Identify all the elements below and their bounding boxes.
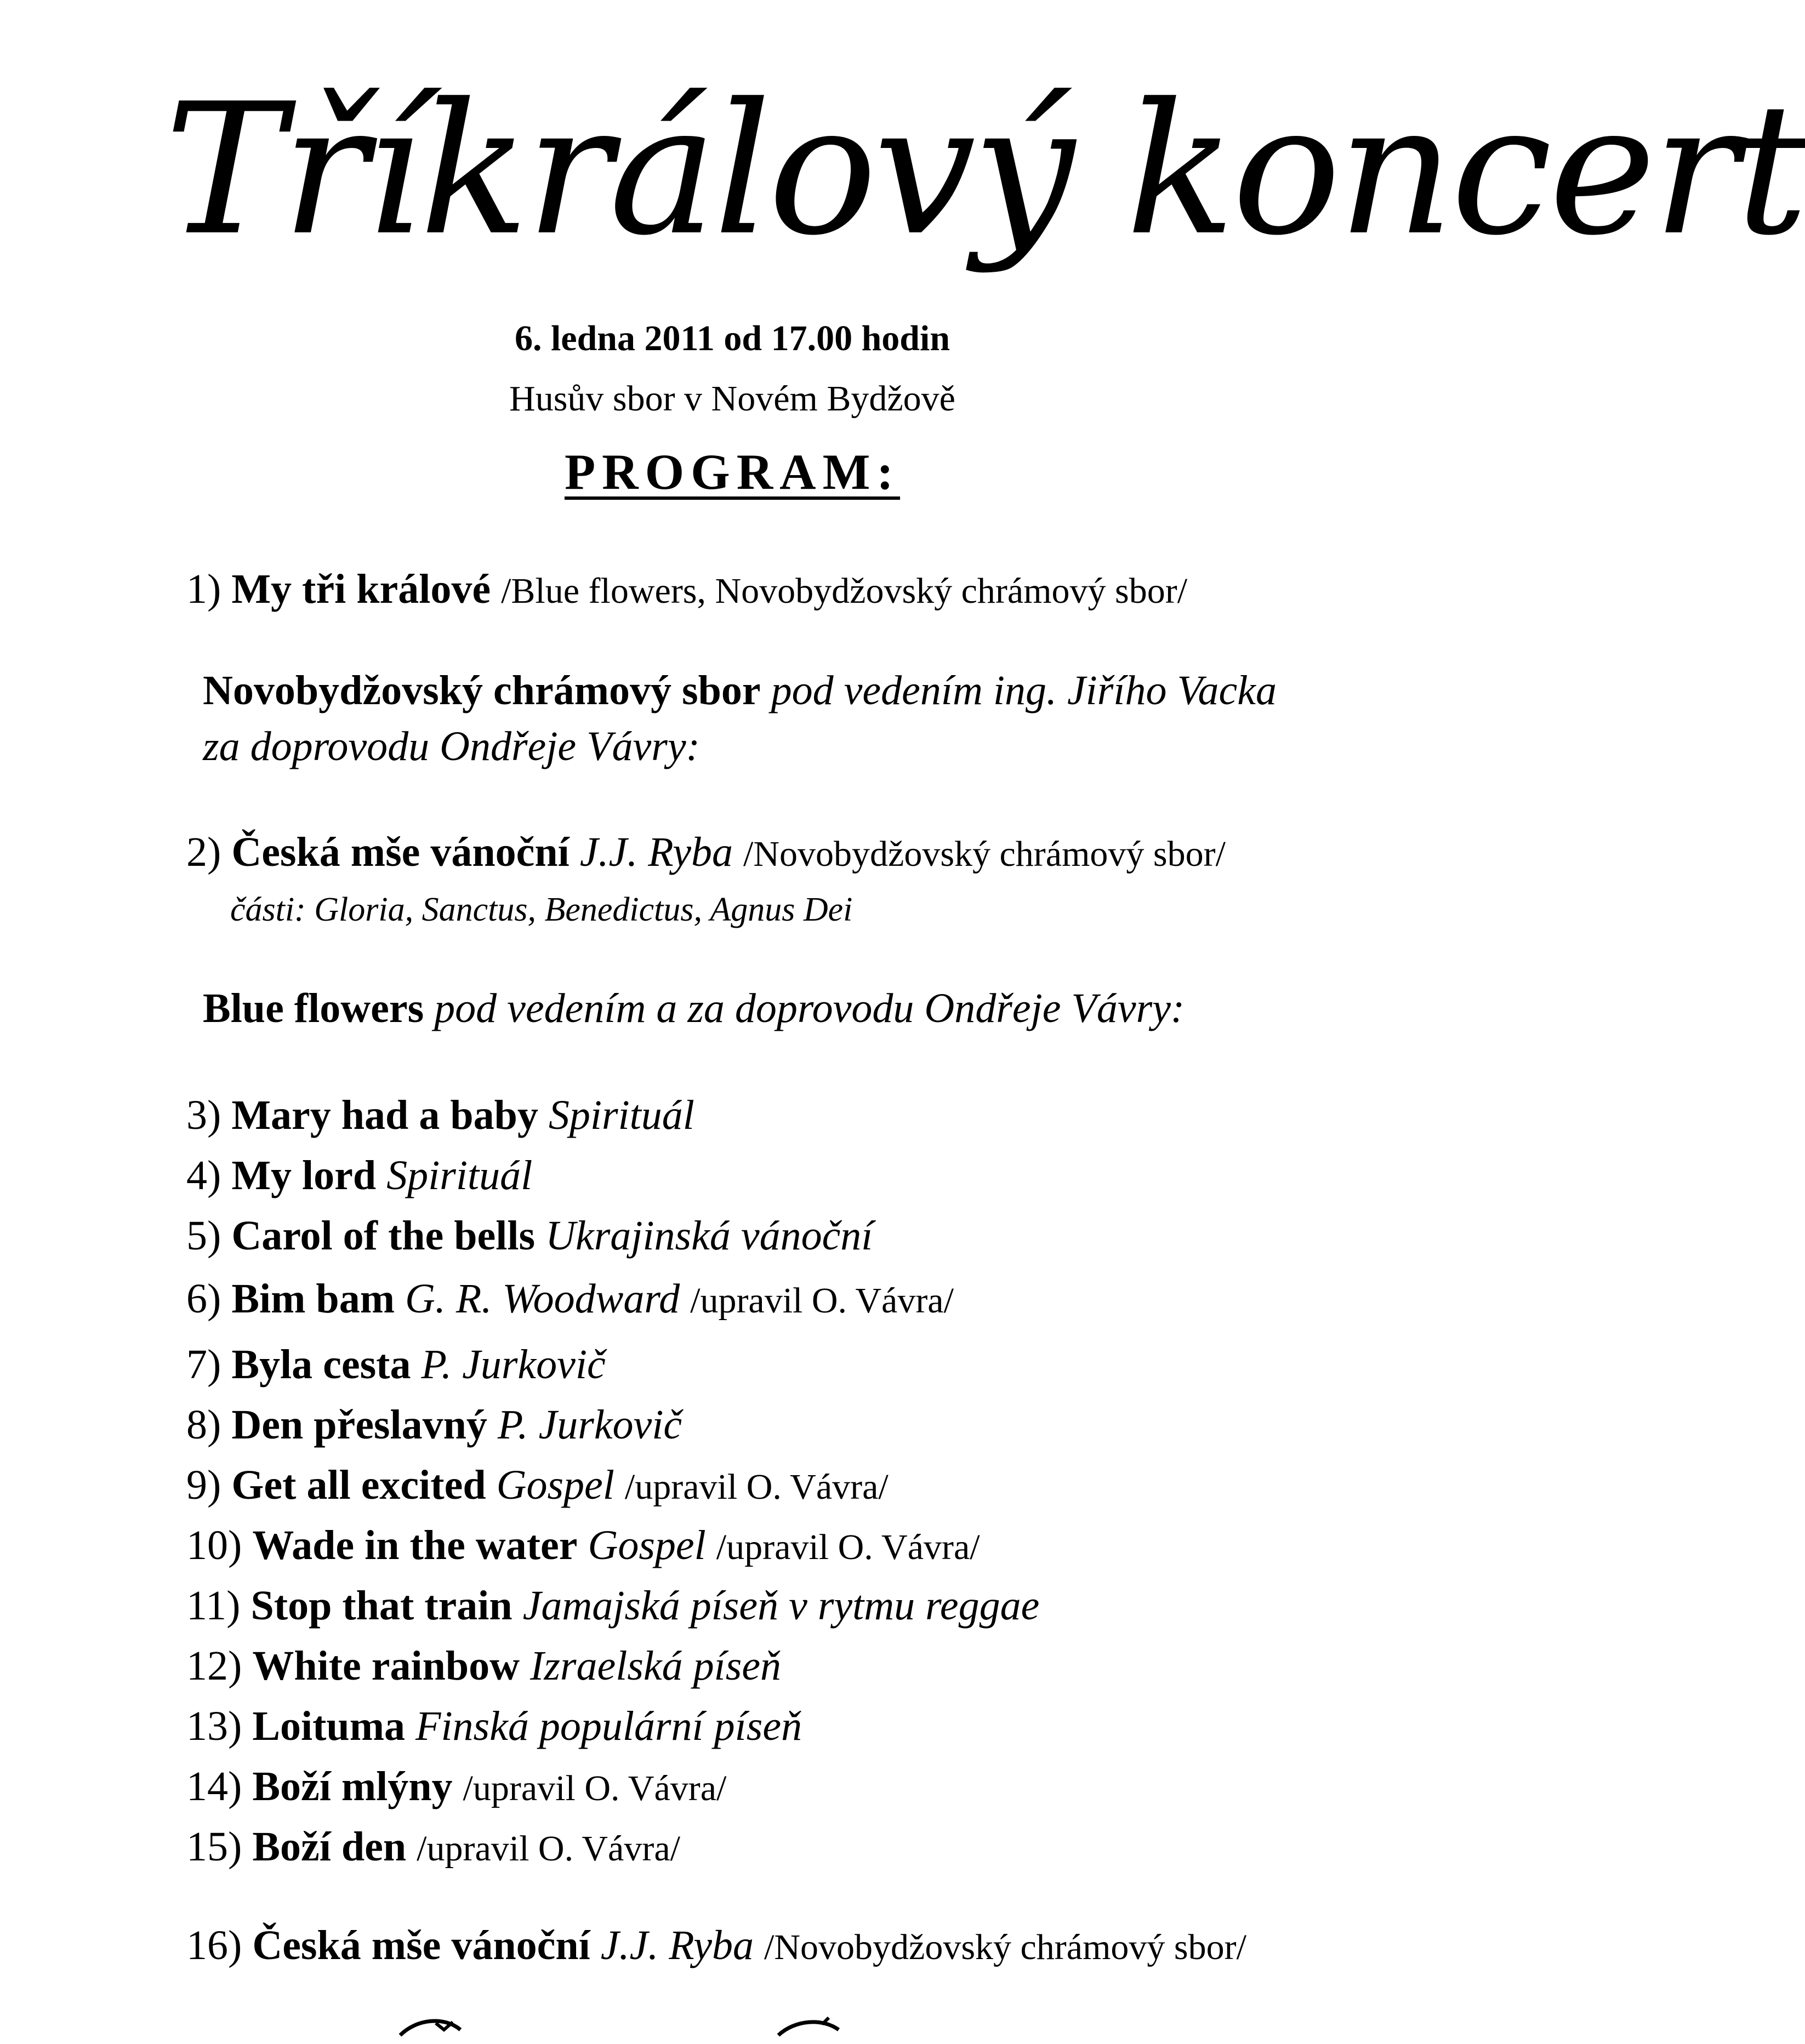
item-note: /Blue flowers, Novobydžovský chrámový sbor/ <box>501 571 1188 611</box>
program-item-12 <box>186 1638 1447 1693</box>
program-item-3 <box>186 1088 1447 1143</box>
item-number: 4) <box>186 1152 221 1198</box>
item-note: /upravil O. Vávra/ <box>417 1829 680 1869</box>
program-item-5 <box>186 1208 1447 1263</box>
item-detail: Spirituál <box>386 1152 533 1198</box>
program-item-11 <box>186 1578 1447 1633</box>
section-lead: pod vedením a za doprovodu Ondřeje Vávry: <box>434 985 1185 1031</box>
cutoff-glyph-fragments <box>384 2013 1261 2035</box>
item-number: 16) <box>186 1922 242 1968</box>
section-group: Blue flowers <box>203 985 424 1031</box>
program-item-2 <box>186 825 1447 882</box>
item-title: Česká mše vánoční <box>252 1922 590 1968</box>
program-item-16 <box>186 1918 1447 1975</box>
section-accompaniment: za doprovodu Ondřeje Vávry: <box>203 723 700 769</box>
item-title: My tři králové <box>231 566 491 612</box>
item-title: Bim bam <box>231 1276 395 1322</box>
program-item-8 <box>186 1397 1447 1452</box>
item-title: Mary had a baby <box>231 1092 538 1138</box>
venue-line: Husův sbor v Novém Bydžově <box>509 379 955 419</box>
date-line: 6. ledna 2011 od 17.00 hodin <box>514 318 950 358</box>
program-heading <box>0 443 1465 501</box>
item-title: Boží mlýny <box>252 1763 453 1809</box>
section-heading-choir <box>203 663 1464 718</box>
item-detail: Gospel <box>496 1462 614 1508</box>
item-detail: P. Jurkovič <box>421 1341 606 1388</box>
item-number: 9) <box>186 1462 221 1508</box>
program-item-9 <box>186 1458 1447 1515</box>
item-note: /Novobydžovský chrámový sbor/ <box>743 834 1226 874</box>
item-detail: Jamajská píseň v rytmu reggae <box>522 1583 1040 1629</box>
program-item-14 <box>186 1759 1447 1816</box>
program-item-10 <box>186 1518 1447 1575</box>
item-number: 12) <box>186 1643 242 1689</box>
item-detail: Finská populární píseň <box>415 1703 802 1749</box>
section-heading-choir-line2 <box>203 719 1464 774</box>
item-title: My lord <box>231 1152 377 1198</box>
item-title: Loituma <box>252 1703 406 1749</box>
item-detail: Izraelská píseň <box>530 1643 782 1689</box>
mass-parts: části: Gloria, Sanctus, Benedictus, Agnus Dei <box>230 891 853 928</box>
cutoff-next-line <box>384 1995 1261 2017</box>
item-title: White rainbow <box>252 1643 520 1689</box>
item-title: Den přeslavný <box>231 1402 487 1448</box>
item-detail: P. Jurkovič <box>497 1402 682 1448</box>
program-item-15 <box>186 1819 1447 1876</box>
item-detail: Gospel <box>588 1522 706 1568</box>
program-item-4 <box>186 1148 1447 1203</box>
item-note: /upravil O. Vávra/ <box>624 1467 889 1507</box>
item-detail: Spirituál <box>548 1092 694 1138</box>
program-item-13 <box>186 1699 1447 1754</box>
item-number: 2) <box>186 829 221 875</box>
item-title: Stop that train <box>250 1583 513 1629</box>
section-lead: pod vedením ing. Jiřího Vacka <box>771 667 1277 713</box>
item-number: 10) <box>186 1522 242 1568</box>
page-title: Tříkrálový koncert <box>164 65 1805 275</box>
item-title: Wade in the water <box>252 1522 578 1568</box>
program-item-1 <box>186 562 1447 619</box>
item-number: 15) <box>186 1824 242 1870</box>
section-group: Novobydžovský chrámový sbor <box>203 667 761 713</box>
item-number: 8) <box>186 1402 221 1448</box>
item-number: 6) <box>186 1276 221 1322</box>
item-detail: Ukrajinská vánoční <box>545 1213 873 1259</box>
item-number: 13) <box>186 1703 242 1749</box>
item-note: /upravil O. Vávra/ <box>716 1527 980 1567</box>
item-title: Byla cesta <box>231 1341 411 1388</box>
item-number: 11) <box>186 1583 241 1629</box>
item-composer: J.J. Ryba <box>600 1922 754 1968</box>
item-title: Carol of the bells <box>231 1213 536 1259</box>
item-detail: G. R. Woodward <box>405 1276 680 1322</box>
program-item-7 <box>186 1337 1447 1392</box>
section-heading-blue-flowers <box>203 981 1464 1036</box>
item-note: /upravil O. Vávra/ <box>463 1768 727 1808</box>
item-note: /upravil O. Vávra/ <box>690 1281 954 1321</box>
item-note: /Novobydžovský chrámový sbor/ <box>764 1927 1246 1967</box>
item-number: 7) <box>186 1341 221 1388</box>
item-title: Česká mše vánoční <box>231 829 570 875</box>
item-number: 5) <box>186 1213 221 1259</box>
item-title: Boží den <box>252 1824 407 1870</box>
program-item-6 <box>186 1271 1447 1328</box>
item-composer: J.J. Ryba <box>579 829 733 875</box>
item-number: 1) <box>186 566 221 612</box>
item-title: Get all excited <box>231 1462 486 1508</box>
item-number: 14) <box>186 1763 242 1809</box>
item-number: 3) <box>186 1092 221 1138</box>
program-heading-text: PROGRAM: <box>564 444 901 500</box>
